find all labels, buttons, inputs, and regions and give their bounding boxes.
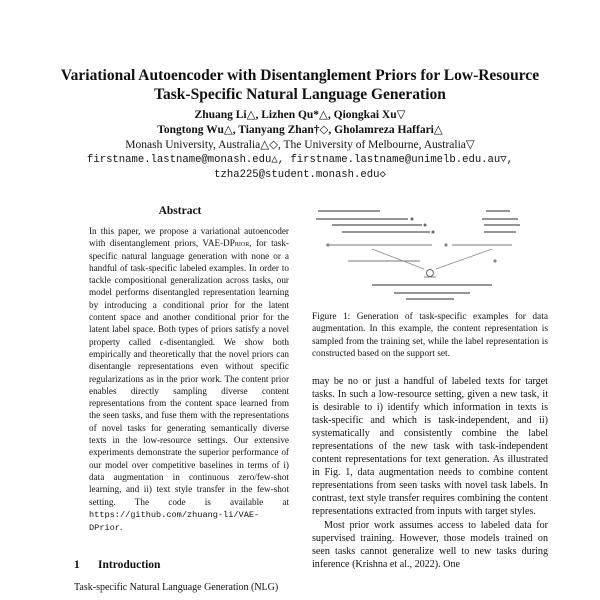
fusion-arrows <box>372 249 492 269</box>
section-number: 1 <box>74 559 80 571</box>
training-set-text-rows <box>316 211 430 232</box>
abstract-text-part-1: In this paper, we propose a variational autoencoder with disentanglement priors, VAE- <box>89 226 289 249</box>
figure-caption: Figure 1: Generation of task-specific examples for data augmentation. In this example, the content representation is sampled from the training set, while the label representation is constructed based on the support set. <box>312 312 548 359</box>
title-line-2: Task-Specific Natural Language Generation <box>154 86 446 103</box>
latent-rows <box>326 245 512 261</box>
abstract-text-end: . <box>119 522 123 533</box>
paragraph-2: Most prior work assumes access to labeled data for supervised training. However, those models trained on seen tasks cannot generalize well to new tasks during inference (Krishna et al., 2022). One <box>312 519 548 570</box>
paper-title <box>40 66 560 104</box>
generated-text-rows <box>372 285 492 299</box>
authors-line-2: Tongtong Wu△, Tianyang Zhan†◇, Gholamreza Haffari△ <box>157 124 443 136</box>
authors-line-1: Zhuang Li△, Lizhen Qu*△, Qiongkai Xu▽ <box>194 109 406 121</box>
support-set-rows <box>482 211 520 232</box>
affiliation: Monash University, Australia△◇, The University of Melbourne, Australia▽ <box>125 139 475 151</box>
code-url-link[interactable]: https://github.com/zhuang-li/VAE-DPrior <box>89 509 260 534</box>
figure-1-diagram <box>312 205 548 305</box>
abstract-heading: Abstract <box>158 205 202 217</box>
abstract-text <box>89 225 289 534</box>
fusion-node <box>424 270 436 278</box>
right-column-body <box>312 375 548 571</box>
email-line-2: tzha225@student.monash.edu◇ <box>214 169 386 181</box>
email-line-1: firstname.lastname@monash.edu△, firstname.lastname@unimelb.edu.au▽, <box>87 154 513 166</box>
paragraph-1: may be no or just a handful of labeled texts for target tasks. In such a low-resource setting, given a new task, it is desirable to i) identify which information in texts is task-specific and which is task-independent, and ii) systematically and consistently combine the label representations of the new task with task-independent content representations for text generation. As illustrated in Fig. 1, data augmentation needs to combine content representations from seen tasks with novel task labels. In contrast, text style transfer requires combining the content representations extracted from inputs with target styles. <box>312 376 548 518</box>
intro-first-line: Task-specific Natural Language Generation (NLG) <box>74 582 279 593</box>
title-line-1: Variational Autoencoder with Disentanglement Priors for Low-Resource <box>60 67 540 84</box>
latent-dots <box>326 243 496 262</box>
section-heading <box>74 559 294 571</box>
author-block <box>30 108 570 183</box>
section-title: Introduction <box>98 559 161 571</box>
figure-diagram-svg <box>312 205 548 305</box>
model-name: DPrior <box>223 238 250 249</box>
abstract-text-part-2: , for task-specific natural language generation with none or a handful of task-specific labeled examples. In order to tackle compositional generalization across tasks, our model performs disentangled representation learning by introducing a conditional prior for the latent content space and another conditional prior for the latent label space. Both types of priors satisfy a novel property called ϵ-disentangled. We show both empirically and theoretically that the novel priors can disentangle representations even without specific regularizations as in the prior work. The content prior enables directly sampling diverse content representations from the content space learned from the seen tasks, and fuse them with the representations of novel tasks for generating semantically diverse texts in the low-resource settings. Our extensive experiments demonstrate the superior performance of our model over competitive baselines in terms of i) data augmentation in continuous zero/few-shot learning, and ii) text style transfer in the few-shot setting. The code is available at <box>89 238 289 507</box>
